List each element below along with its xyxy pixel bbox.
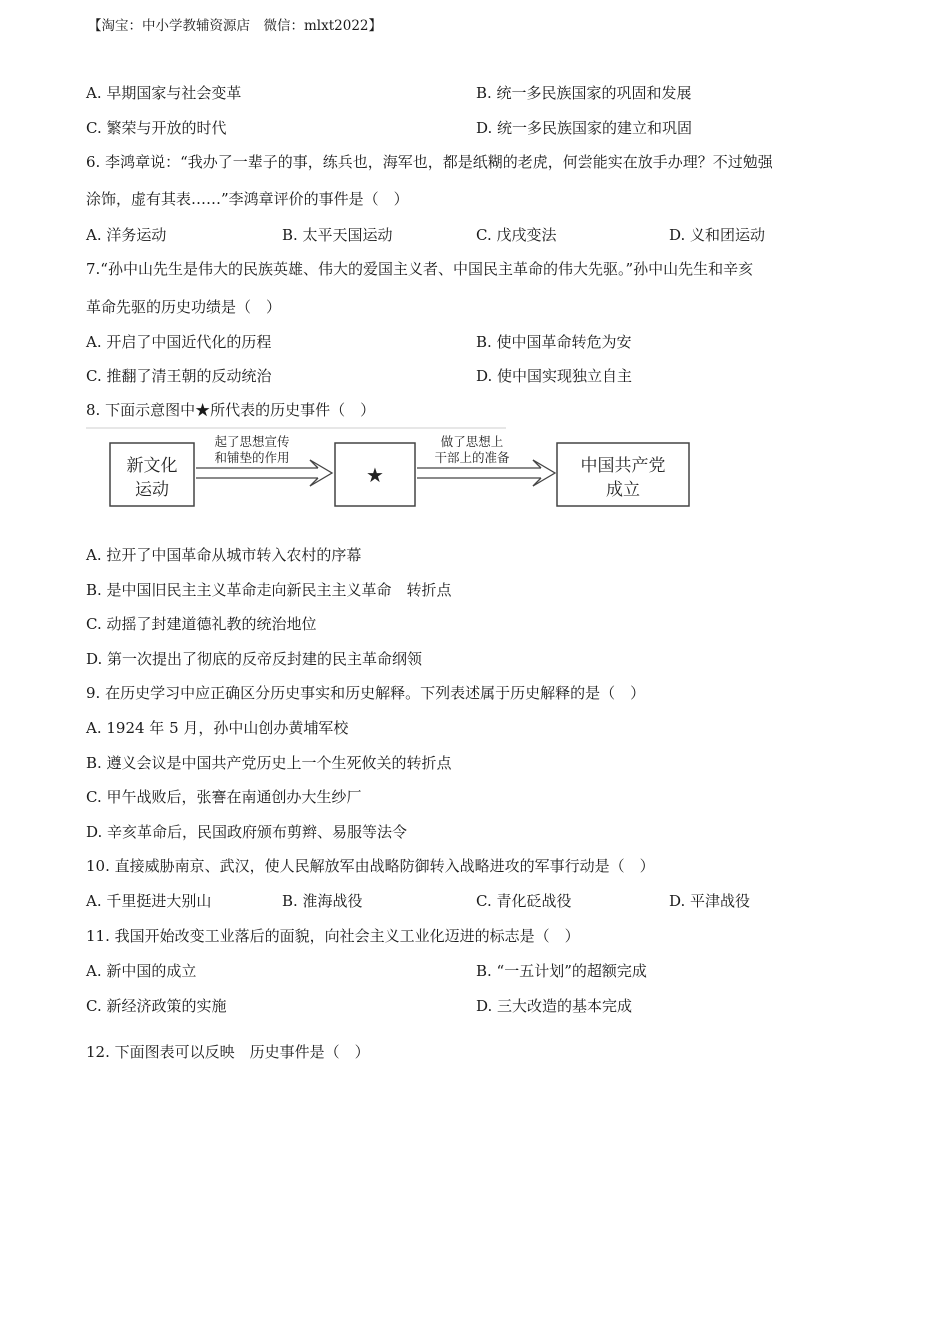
q5-option-a: A. 早期国家与社会变革 (86, 84, 242, 102)
q10-option-a: A. 千里挺进大别山 (86, 892, 212, 910)
q8-flow-diagram (86, 424, 706, 520)
q6-option-a: A. 洋务运动 (86, 226, 167, 244)
q10-option-b: B. 淮海战役 (282, 892, 363, 910)
diagram-box3-line1: 中国共产党 (580, 456, 666, 476)
q8-option-c: C. 动摇了封建道德礼教的统治地位 (86, 615, 317, 633)
q6-stem-line1: 6. 李鸿章说：“我办了一辈子的事，练兵也，海军也，都是纸糊的老虎，何尝能实在放手办理？不过勉强 (86, 153, 773, 171)
diagram-box1-line2: 运动 (135, 480, 169, 500)
q5-option-b: B. 统一多民族国家的巩固和发展 (476, 84, 692, 102)
q11-option-d: D. 三大改造的基本完成 (476, 997, 633, 1015)
q10-option-d: D. 平津战役 (669, 892, 751, 910)
q6-stem-line2: 涂饰，虚有其表……”李鸿章评价的事件是（ ） (86, 190, 409, 208)
q8-option-d: D. 第一次提出了彻底的反帝反封建的民主革命纲领 (86, 650, 423, 668)
q5-option-d: D. 统一多民族国家的建立和巩固 (476, 119, 693, 137)
q7-option-d: D. 使中国实现独立自主 (476, 367, 633, 385)
q9-option-d: D. 辛亥革命后，民国政府颁布剪辫、易服等法令 (86, 823, 408, 841)
q9-option-b: B. 遵义会议是中国共产党历史上一个生死攸关的转折点 (86, 754, 452, 772)
q7-option-a: A. 开启了中国近代化的历程 (86, 333, 272, 351)
q7-stem-line2: 革命先驱的历史功绩是（ ） (86, 298, 282, 316)
q9-stem: 9. 在历史学习中应正确区分历史事实和历史解释。下列表述属于历史解释的是（ ） (86, 684, 646, 702)
q7-option-b: B. 使中国革命转危为安 (476, 333, 632, 351)
q11-option-b: B. “一五计划”的超额完成 (476, 962, 647, 980)
q8-stem: 8. 下面示意图中★所代表的历史事件（ ） (86, 401, 376, 419)
q10-option-c: C. 青化砭战役 (476, 892, 572, 910)
q7-option-c: C. 推翻了清王朝的反动统治 (86, 367, 272, 385)
q10-stem: 10. 直接威胁南京、武汉，使人民解放军由战略防御转入战略进攻的军事行动是（ ） (86, 857, 655, 875)
q8-option-a: A. 拉开了中国革命从城市转入农村的序幕 (86, 546, 362, 564)
diagram-arrow2-label-line2: 干部上的准备 (434, 450, 510, 465)
q9-option-c: C. 甲午战败后，张謇在南通创办大生纱厂 (86, 788, 362, 806)
diagram-box1-line1: 新文化 (126, 456, 178, 476)
q7-stem-line1: 7.“孙中山先生是伟大的民族英雄、伟大的爱国主义者、中国民主革命的伟大先驱。”孙中山先生和辛亥 (86, 260, 754, 278)
q6-option-d: D. 义和团运动 (669, 226, 766, 244)
diagram-arrow1-label-line2: 和铺垫的作用 (214, 450, 290, 465)
diagram-arrow2-label-line1: 做了思想上 (440, 434, 504, 449)
q6-option-b: B. 太平天国运动 (282, 226, 393, 244)
page-header-watermark: 【淘宝：中小学教辅资源店 微信：mlxt2022】 (88, 18, 383, 34)
q11-option-a: A. 新中国的成立 (86, 962, 197, 980)
q12-stem: 12. 下面图表可以反映 历史事件是（ ） (86, 1043, 370, 1061)
q8-option-b: B. 是中国旧民主主义革命走向新民主主义革命 转折点 (86, 581, 452, 599)
diagram-star-icon: ★ (366, 463, 384, 487)
q11-stem: 11. 我国开始改变工业落后的面貌，向社会主义工业化迈进的标志是（ ） (86, 927, 580, 945)
diagram-box3-line2: 成立 (606, 480, 640, 500)
diagram-arrow1-label-line1: 起了思想宣传 (214, 434, 290, 449)
q11-option-c: C. 新经济政策的实施 (86, 997, 227, 1015)
q6-option-c: C. 戊戌变法 (476, 226, 557, 244)
q9-option-a: A. 1924 年 5 月，孙中山创办黄埔军校 (86, 719, 349, 737)
q5-option-c: C. 繁荣与开放的时代 (86, 119, 227, 137)
